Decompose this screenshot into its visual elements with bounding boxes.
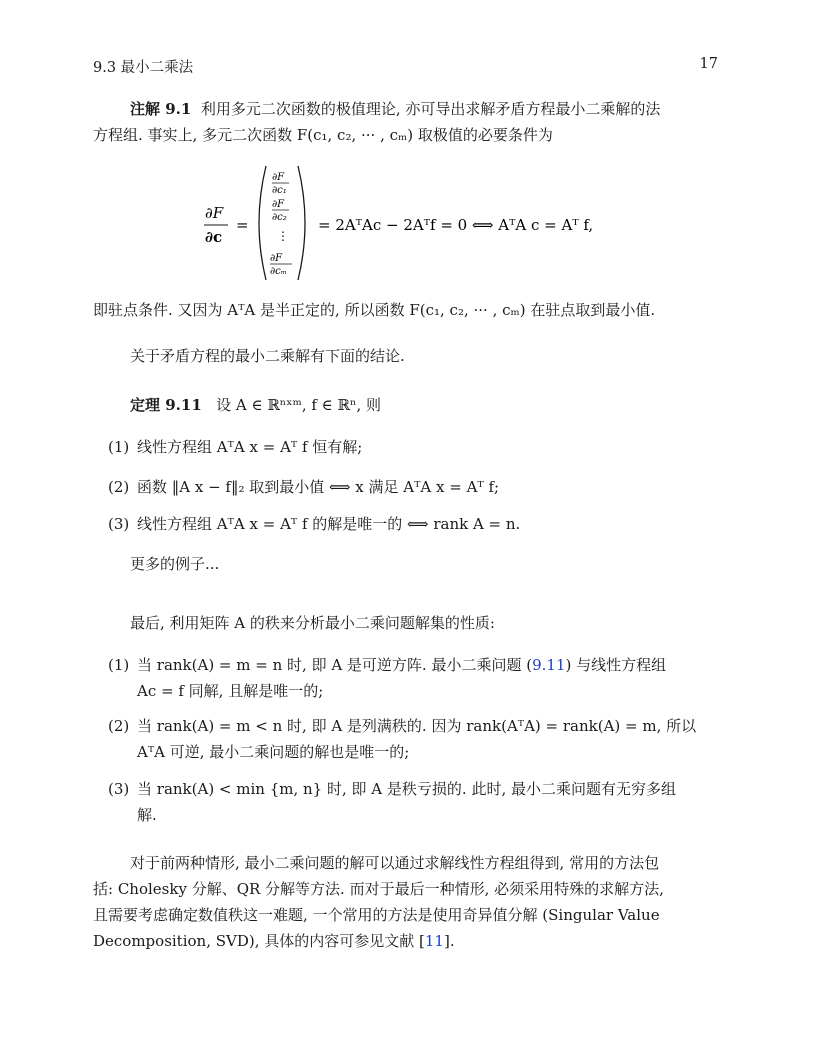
remark-line-1: 利用多元二次函数的极值理论, 亦可导出求解矛盾方程最小二乘解的法 [200,100,661,118]
intro-text: 关于矛盾方程的最小二乘解有下面的结论. [130,347,405,365]
intro-paragraph [93,343,718,369]
display-equation [0,160,816,286]
item-line-1b: ) 与线性方程组 [565,656,667,674]
item-text [137,713,720,765]
right-paren [298,166,305,280]
item-number: (1) [108,656,130,674]
after-equation-line [93,297,718,323]
item-number: (3) [108,780,130,798]
item-text [137,652,720,704]
item-text: 函数 ‖A x − f‖₂ 取到最小值 ⟺ x 满足 AᵀA x = Aᵀ f; [137,478,500,496]
item-line-1: 当 rank(A) = m < n 时, 即 A 是列满秩的. 因为 rank(AᵀA) = rank(A) = m, 所以 [137,717,697,735]
item-text [137,776,720,828]
entry-1-den: ∂c₁ [272,185,287,196]
final-paragraph [93,850,718,954]
after-equation-text: 即驻点条件. 又因为 AᵀA 是半正定的, 所以函数 F(c₁, c₂, ··· , cₘ) 在驻点取到最小值. [93,301,656,319]
equation-svg [0,160,816,286]
page-number: 17 [699,56,718,72]
final-line-2: 括: Cholesky 分解、QR 分解等方法. 而对于最后一种情形, 必须采用特殊的求解方法, [93,880,664,898]
final-line-4 [93,928,718,954]
section-title: 9.3 最小二乘法 [93,60,194,76]
item-line-2: 解. [137,806,157,824]
item-number: (2) [108,717,130,735]
final-line-4b: ]. [443,932,455,950]
item-text: 线性方程组 AᵀA x = Aᵀ f 的解是唯一的 ⟺ rank A = n. [137,515,521,533]
final-line-1: 对于前两种情形, 最小二乘问题的解可以通过求解线性方程组得到, 常用的方法包 [130,854,660,872]
citation-link[interactable]: 11 [424,932,444,950]
item-line-2: Ac = f 同解, 且解是唯一的; [137,682,324,700]
rank-item-2 [108,713,720,765]
entry-vdots: ⋮ [277,229,289,243]
entry-m-num: ∂F [270,253,283,264]
item-line-2: AᵀA 可逆, 最小二乘问题的解也是唯一的; [137,743,410,761]
item-line-1: 当 rank(A) < min {m, n} 时, 即 A 是秩亏损的. 此时, 最小二乘问题有无穷多组 [137,780,676,798]
rank-intro [93,610,718,636]
rank-intro-text: 最后, 利用矩阵 A 的秩来分析最小二乘问题解集的性质: [130,614,495,632]
entry-2-den: ∂c₂ [272,212,287,223]
remark-line-2: 方程组. 事实上, 多元二次函数 F(c₁, c₂, ··· , cₘ) 取极值的必要条件为 [93,126,553,144]
lhs-denominator: ∂c [205,228,223,246]
item-number: (3) [108,515,130,533]
lhs-numerator: ∂F [205,204,224,222]
equation-ref-link[interactable]: 9.11 [532,656,566,674]
equation-rhs: = 2AᵀAc − 2Aᵀf = 0 ⟺ AᵀA c = Aᵀ f, [318,216,594,234]
final-line-3: 且需要考虑确定数值秩这一难题, 一个常用的方法是使用奇异值分解 (Singular Value [93,906,660,924]
theorem-text: 设 A ∈ ℝⁿˣᵐ, f ∈ ℝⁿ, 则 [216,396,382,414]
left-paren [259,166,266,280]
remark-line-2-wrap [93,122,718,148]
theorem-statement [93,392,718,418]
entry-m-den: ∂cₘ [270,266,287,277]
lhs-equals: = [236,216,249,234]
rank-item-1 [108,652,720,704]
entry-1-num: ∂F [272,172,285,183]
remark-paragraph [93,96,718,122]
more-examples-text: 更多的例子... [130,555,220,573]
final-line-4a: Decomposition, SVD), 具体的内容可参见文献 [ [93,932,425,950]
item-number: (1) [108,438,130,456]
item-line-1a: 当 rank(A) = m = n 时, 即 A 是可逆方阵. 最小二乘问题 ( [137,656,533,674]
item-number: (2) [108,478,130,496]
entry-2-num: ∂F [272,199,285,210]
rank-item-3 [108,776,720,828]
theorem-label: 定理 9.11 [130,396,202,414]
item-text: 线性方程组 AᵀA x = Aᵀ f 恒有解; [137,438,363,456]
more-examples [93,551,718,577]
remark-label: 注解 9.1 [130,100,192,118]
